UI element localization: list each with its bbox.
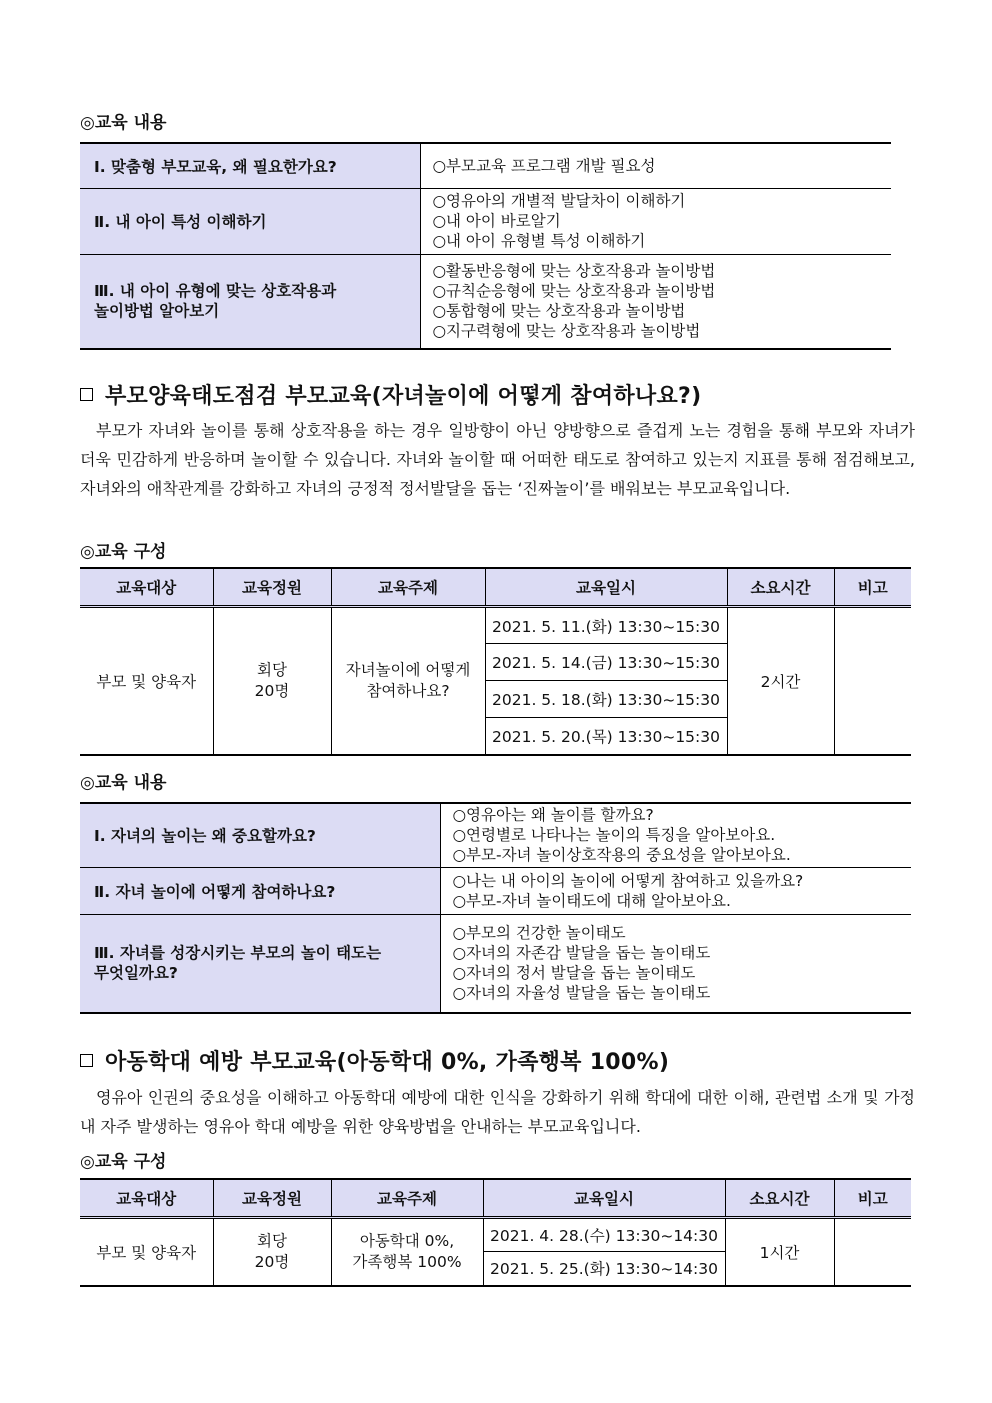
header-duration: 소요시간: [725, 1179, 834, 1218]
content-row-title: Ⅰ. 자녀의 놀이는 왜 중요할까요?: [80, 803, 440, 867]
edu-content-label: ◎교육 내용: [80, 773, 167, 793]
edu-structure-label: ◎교육 구성: [80, 542, 167, 562]
cell-note: [834, 1218, 911, 1286]
header-capacity: 교육정원: [213, 1179, 331, 1218]
cell-target: 부모 및 양육자: [80, 607, 213, 755]
content-row-title: Ⅲ. 자녀를 성장시키는 부모의 놀이 태도는 무엇일까요?: [80, 914, 440, 1013]
cell-topic: 자녀놀이에 어떻게 참여하나요?: [331, 607, 485, 755]
content-row-title: Ⅱ. 내 아이 특성 이해하기: [80, 188, 420, 254]
table-row: [80, 914, 911, 1013]
header-target: 교육대상: [80, 1179, 213, 1218]
header-duration: 소요시간: [727, 568, 834, 607]
content-row-items: ○나는 내 아이의 놀이에 어떻게 참여하고 있을까요? ○부모-자녀 놀이태도에 대해 알아보아요.: [440, 867, 911, 914]
content-row-items: ○부모교육 프로그램 개발 필요성: [420, 143, 891, 188]
cell-datetime: 2021. 5. 14.(금) 13:30~15:30: [485, 644, 727, 681]
header-target: 교육대상: [80, 568, 213, 607]
header-note: 비고: [834, 568, 911, 607]
cell-datetime: 2021. 5. 20.(목) 13:30~15:30: [485, 718, 727, 755]
table-row: [80, 254, 891, 349]
structure-table-2: [80, 567, 911, 756]
cell-datetime: 2021. 4. 28.(수) 13:30~14:30: [483, 1218, 725, 1252]
section-description: 영유아 인권의 중요성을 이해하고 아동학대 예방에 대한 인식을 강화하기 위해 학대에 대한 이해, 관련법 소개 및 가정 내 자주 발생하는 영유아 학대 예방을 위한 양육방법을 안내하는 부모교육입니다.: [80, 1088, 915, 1136]
checkbox-square-icon: [80, 1054, 93, 1067]
section-title: 아동학대 예방 부모교육(아동학대 0%, 가족행복 100%): [80, 1045, 669, 1076]
cell-target: 부모 및 양육자: [80, 1218, 213, 1286]
header-datetime: 교육일시: [485, 568, 727, 607]
cell-topic: 아동학대 0%, 가족행복 100%: [331, 1218, 483, 1286]
header-topic: 교육주제: [331, 568, 485, 607]
table-row: [80, 803, 911, 867]
content-row-title: Ⅲ. 내 아이 유형에 맞는 상호작용과 놀이방법 알아보기: [80, 254, 420, 349]
cell-note: [834, 607, 911, 755]
cell-datetime: 2021. 5. 18.(화) 13:30~15:30: [485, 681, 727, 718]
cell-datetime: 2021. 5. 25.(화) 13:30~14:30: [483, 1252, 725, 1286]
table-row: [80, 867, 911, 914]
table-row: [80, 143, 891, 188]
edu-content-label: ◎교육 내용: [80, 113, 167, 133]
header-topic: 교육주제: [331, 1179, 483, 1218]
content-table-2: [80, 802, 911, 1014]
cell-duration: 1시간: [725, 1218, 834, 1286]
content-row-title: Ⅰ. 맞춤형 부모교육, 왜 필요한가요?: [80, 143, 420, 188]
content-row-items: ○영유아의 개별적 발달차이 이해하기 ○내 아이 바로알기 ○내 아이 유형별 특성 이해하기: [420, 188, 891, 254]
section-title: 부모양육태도점검 부모교육(자녀놀이에 어떻게 참여하나요?): [80, 379, 701, 410]
header-datetime: 교육일시: [483, 1179, 725, 1218]
cell-capacity: 회당 20명: [213, 1218, 331, 1286]
header-note: 비고: [834, 1179, 911, 1218]
header-capacity: 교육정원: [213, 568, 331, 607]
content-row-items: ○활동반응형에 맞는 상호작용과 놀이방법 ○규칙순응형에 맞는 상호작용과 놀이방법 ○통합형에 맞는 상호작용과 놀이방법 ○지구력형에 맞는 상호작용과 놀이방법: [420, 254, 891, 349]
cell-capacity: 회당 20명: [213, 607, 331, 755]
content-row-items: ○부모의 건강한 놀이태도 ○자녀의 자존감 발달을 돕는 놀이태도 ○자녀의 정서 발달을 돕는 놀이태도 ○자녀의 자율성 발달을 돕는 놀이태도: [440, 914, 911, 1013]
table-row: [80, 607, 911, 644]
cell-duration: 2시간: [727, 607, 834, 755]
edu-structure-label: ◎교육 구성: [80, 1152, 167, 1172]
checkbox-square-icon: [80, 388, 93, 401]
content-row-items: ○영유아는 왜 놀이를 할까요? ○연령별로 나타나는 놀이의 특징을 알아보아요. ○부모-자녀 놀이상호작용의 중요성을 알아보아요.: [440, 803, 911, 867]
content-table-1: [80, 142, 891, 350]
section-description: 부모가 자녀와 놀이를 통해 상호작용을 하는 경우 일방향이 아닌 양방향으로 즐겁게 노는 경험을 통해 부모와 자녀가 더욱 민감하게 반응하며 놀이할 수 있습니다. 자녀와 놀이할 때 어떠한 태도로 참여하고 있는지 지표를 통해 점검해보고, 자녀와의 애착관계를 강화하고 자녀의 긍정적 정서발달을 돕는 ‘진짜놀이’를 배워보는 부모교육입니다.: [80, 421, 915, 498]
content-row-title: Ⅱ. 자녀 놀이에 어떻게 참여하나요?: [80, 867, 440, 914]
table-row: [80, 188, 891, 254]
table-row: [80, 1218, 911, 1252]
structure-table-3: [80, 1178, 911, 1287]
cell-datetime: 2021. 5. 11.(화) 13:30~15:30: [485, 607, 727, 644]
